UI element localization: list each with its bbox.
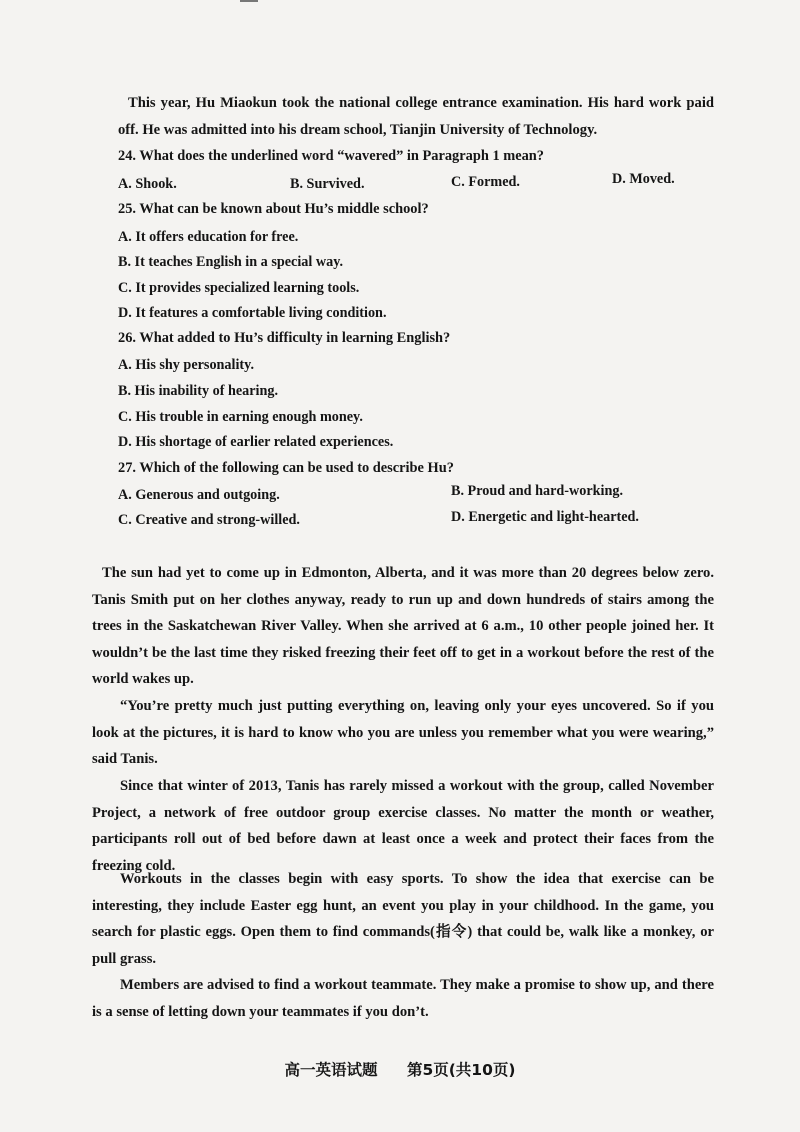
- q25-option-b: B. It teaches English in a special way.: [118, 254, 344, 270]
- q27-option-d: D. Energetic and light-hearted.: [451, 509, 639, 525]
- question-25-stem: 25. What can be known about Hu’s middle school?: [118, 201, 429, 217]
- question-24-stem: 24. What does the underlined word “wavered” in Paragraph 1 mean?: [118, 148, 545, 164]
- q27-option-b: B. Proud and hard-working.: [451, 483, 624, 499]
- q25-option-a: A. It offers education for free.: [118, 229, 299, 245]
- q24-option-c: C. Formed.: [451, 174, 520, 190]
- q27-option-c: C. Creative and strong-willed.: [118, 512, 300, 528]
- passage-b-paragraph-5: Members are advised to find a workout teammate. They make a promise to show up, and there is a sense of letting down your teammates if you don’t.: [92, 977, 714, 1020]
- q24-option-d: D. Moved.: [612, 171, 675, 187]
- question-26-stem: 26. What added to Hu’s difficulty in learning English?: [118, 330, 451, 346]
- q26-option-d: D. His shortage of earlier related experiences.: [118, 434, 394, 450]
- footer-subject: 高一英语试题: [284, 1061, 378, 1079]
- passage-b-paragraph-1: The sun had yet to come up in Edmonton, Alberta, and it was more than 20 degrees below zero. Tanis Smith put on her clothes anyway, ready to run up and down hundreds of stairs among the trees in the Saskatchewan River Valley. When she arrived at 6 a.m., 10 other people joined her. It wouldn’t be the last time they risked freezing their feet off to get in a workout before the rest of the world wakes up.: [92, 565, 714, 687]
- footer-page-number: 第5页(共10页): [406, 1061, 516, 1079]
- q26-option-b: B. His inability of hearing.: [118, 383, 279, 399]
- passage-b-paragraph-2: “You’re pretty much just putting everything on, leaving only your eyes uncovered. So if you look at the pictures, it is hard to know who you are unless you remember what you were wearing,” said Tanis.: [92, 698, 714, 767]
- q26-option-a: A. His shy personality.: [118, 357, 254, 373]
- q25-option-c: C. It provides specialized learning tools.: [118, 280, 360, 296]
- question-27-stem: 27. Which of the following can be used to describe Hu?: [118, 460, 454, 476]
- q25-option-d: D. It features a comfortable living condition.: [118, 305, 387, 321]
- q26-option-c: C. His trouble in earning enough money.: [118, 409, 363, 425]
- passage-b-paragraph-4: Workouts in the classes begin with easy sports. To show the idea that exercise can be interesting, they include Easter egg hunt, an event you play in your childhood. In the game, you search for plastic eggs. Open them to find commands(指令) that could be, walk like a monkey, or pull grass.: [92, 871, 714, 967]
- q24-option-b: B. Survived.: [290, 176, 365, 192]
- page-footer: [0, 1058, 800, 1080]
- passage-a-final-paragraph: This year, Hu Miaokun took the national college entrance examination. His hard work paid off. He was admitted into his dream school, Tianjin University of Technology.: [118, 95, 714, 138]
- q27-option-a: A. Generous and outgoing.: [118, 487, 280, 503]
- top-scan-mark: [240, 0, 258, 2]
- q24-option-a: A. Shook.: [118, 176, 177, 192]
- passage-b-paragraph-3: Since that winter of 2013, Tanis has rarely missed a workout with the group, called November Project, a network of free outdoor group exercise classes. No matter the month or weather, participants roll out of bed before dawn at least once a week and protect their faces from the freezing cold.: [92, 778, 714, 874]
